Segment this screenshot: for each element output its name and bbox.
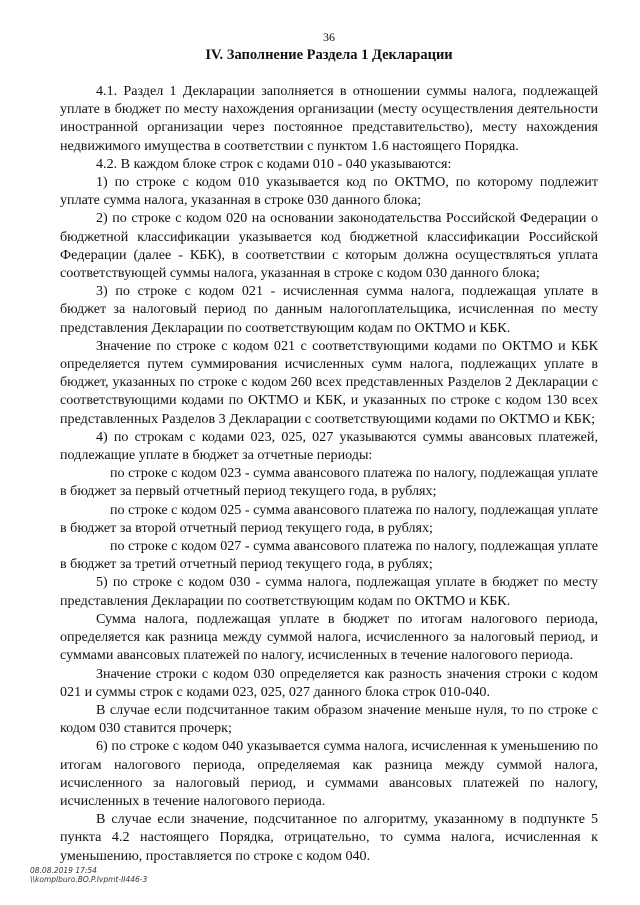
footer-timestamp: 08.08.2019 17:54 — [30, 866, 97, 875]
footer-file-path: \\komplburo.BO.P.Ivpmt-II446-3 — [30, 875, 148, 884]
document-footer — [30, 866, 147, 884]
paragraph-item-1: 1) по строке с кодом 010 указывается код по ОКТМО, по которому подлежит уплате сумма налога, указанная в строке 030 данного блока; — [60, 174, 598, 209]
paragraph-4-2: 4.2. В каждом блоке строк с кодами 010 - 040 указываются: — [96, 155, 452, 172]
paragraph-item-2: 2) по строке с кодом 020 на основании законодательства Российской Федерации о бюджетной классификации указывается код бюджетной классификации Российской Федерации (далее - КБК), в соответствии с которым должна осуществляться уплата соответствующей суммы налога, указанная в строке с кодом 030 данного блока; — [60, 210, 598, 282]
paragraph-item-4: 4) по строкам с кодами 023, 025, 027 указываются суммы авансовых платежей, подлежащие уплате в бюджет за отчетные периоды: — [60, 428, 598, 464]
section-title: IV. Заполнение Раздела 1 Декларации — [205, 47, 453, 63]
paragraph-item-3: 3) по строке с кодом 021 - исчисленная сумма налога, подлежащая уплате в бюджет за налоговый период по данным налогоплательщика, исчисленная по месту представления Декларации по соответствующим кодам по ОКТМО и КБК. — [60, 283, 598, 336]
paragraph-item-5: 5) по строке с кодом 030 - сумма налога, подлежащая уплате в бюджет по месту представления Декларации по соответствующим кодам по ОКТМО и КБК. — [60, 574, 598, 609]
paragraph-line-023: по строке с кодом 023 - сумма авансового платежа по налогу, подлежащая уплате в бюджет за первый отчетный период текущего года, в рублях; — [60, 465, 598, 500]
paragraph-line-021-value: Значение по строке с кодом 021 с соответствующими кодами по ОКТМО и КБК определяется путем суммирования исчисленных сумм налога, подлежащих уплате в бюджет, указанных по строке с кодом 260 всех представленных Разделов 2 Декларации с соответствующими кодами по ОКТМО и КБК, и указанных по строке с кодом 130 всех представленных Разделов 3 Декларации с соответствующими кодами по ОКТМО и КБК; — [60, 337, 598, 427]
paragraph-line-030-value: Значение строки с кодом 030 определяется как разность значения строки с кодом 021 и суммы строк с кодами 023, 025, 027 данного блока строк 010-040. — [60, 665, 598, 700]
paragraph-item-6: 6) по строке с кодом 040 указывается сумма налога, исчисленная к уменьшению по итогам налогового периода, определяемая как разница между суммой налога, исчисленного за налоговый период, и суммами авансовых платежей по налогу, исчисленных в течение налогового периода. — [60, 738, 598, 809]
paragraph-tax-sum: Сумма налога, подлежащая уплате в бюджет по итогам налогового периода, определяется как разница между суммой налога, исчисленного за налоговый период, и суммами авансовых платежей по налогу, исчисленных в течение налогового периода. — [60, 610, 598, 664]
paragraph-4-1: 4.1. Раздел 1 Декларации заполняется в отношении суммы налога, подлежащей уплате в бюджет по месту нахождения организации (месту осуществления деятельности иностранной организации через постоянное представительство), месту нахождения недвижимого имущества в соответствии с пунктом 1.6 настоящего Порядка. — [60, 83, 598, 154]
paragraph-line-025: по строке с кодом 025 - сумма авансового платежа по налогу, подлежащая уплате в бюджет за второй отчетный период текущего года, в рублях; — [60, 501, 598, 536]
section-body — [60, 82, 598, 865]
paragraph-negative-reduction: В случае если значение, подсчитанное по алгоритму, указанному в подпункте 5 пункта 4.2 настоящего Порядка, отрицательно, то сумма налога, исчисленная к уменьшению, проставляется по строке с кодом 040. — [60, 811, 598, 864]
paragraph-negative-case: В случае если подсчитанное таким образом значение меньше нуля, то по строке с кодом 030 ставится прочерк; — [60, 701, 598, 737]
paragraph-line-027: по строке с кодом 027 - сумма авансового платежа по налогу, подлежащая уплате в бюджет за третий отчетный период текущего года, в рублях; — [60, 538, 598, 573]
page-number: 36 — [323, 30, 335, 44]
